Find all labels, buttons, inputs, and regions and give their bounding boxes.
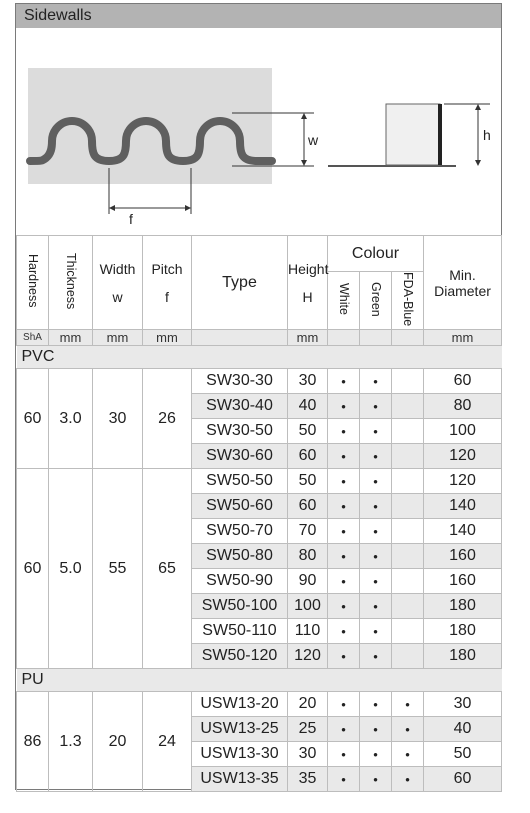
cell-pitch: 24 (143, 692, 192, 792)
table-body (17, 346, 502, 792)
cell-green: • (360, 519, 392, 544)
cell-h: 90 (288, 569, 328, 594)
cell-green: • (360, 419, 392, 444)
cell-thickness: 1.3 (49, 692, 93, 792)
group-name: PU (17, 669, 502, 692)
cell-blue (392, 594, 424, 619)
cell-dia: 180 (424, 644, 502, 669)
cell-dia: 180 (424, 594, 502, 619)
dimension-w-label: w (308, 132, 319, 148)
unit-cell: mm (49, 330, 93, 346)
cell-green: • (360, 569, 392, 594)
cell-dia: 80 (424, 394, 502, 419)
cell-hardness: 60 (17, 369, 49, 469)
unit-cell: mm (143, 330, 192, 346)
cell-type: SW50-100 (192, 594, 288, 619)
group-header-row (17, 346, 502, 369)
cell-white: • (328, 569, 360, 594)
cell-type: SW30-60 (192, 444, 288, 469)
cell-green: • (360, 544, 392, 569)
cell-white: • (328, 369, 360, 394)
cell-green: • (360, 469, 392, 494)
cell-type: USW13-35 (192, 767, 288, 792)
header-colour: Colour (328, 236, 424, 272)
cell-h: 40 (288, 394, 328, 419)
cell-green: • (360, 394, 392, 419)
panel-title: Sidewalls (24, 7, 92, 24)
cell-h: 110 (288, 619, 328, 644)
cell-h: 20 (288, 692, 328, 717)
units-row (17, 330, 502, 346)
cell-green: • (360, 594, 392, 619)
cell-h: 80 (288, 544, 328, 569)
cell-green: • (360, 444, 392, 469)
header-min-diameter: Min. Diameter (424, 236, 502, 330)
cell-type: SW30-40 (192, 394, 288, 419)
cell-white: • (328, 494, 360, 519)
cell-blue: • (392, 742, 424, 767)
cell-pitch: 65 (143, 469, 192, 669)
cell-h: 120 (288, 644, 328, 669)
cell-white: • (328, 619, 360, 644)
cell-dia: 50 (424, 742, 502, 767)
cell-type: SW50-90 (192, 569, 288, 594)
cell-white: • (328, 519, 360, 544)
cell-blue (392, 419, 424, 444)
cell-white: • (328, 544, 360, 569)
cell-blue (392, 494, 424, 519)
cell-type: SW30-30 (192, 369, 288, 394)
cell-dia: 120 (424, 444, 502, 469)
cell-type: SW50-110 (192, 619, 288, 644)
unit-cell: mm (288, 330, 328, 346)
cell-blue: • (392, 692, 424, 717)
cell-dia: 30 (424, 692, 502, 717)
cell-green: • (360, 742, 392, 767)
table-row (17, 469, 502, 494)
cell-type: SW50-120 (192, 644, 288, 669)
cell-dia: 180 (424, 619, 502, 644)
cell-blue (392, 619, 424, 644)
dimension-h-label: h (483, 127, 491, 143)
cell-dia: 60 (424, 369, 502, 394)
cell-type: USW13-25 (192, 717, 288, 742)
cell-green: • (360, 494, 392, 519)
cell-white: • (328, 394, 360, 419)
cell-green: • (360, 717, 392, 742)
cell-pitch: 26 (143, 369, 192, 469)
sidewalls-panel (15, 3, 502, 790)
cell-green: • (360, 692, 392, 717)
header-fda-blue: FDA-Blue (392, 272, 424, 330)
cell-h: 50 (288, 419, 328, 444)
group-name: PVC (17, 346, 502, 369)
cell-white: • (328, 469, 360, 494)
cell-type: USW13-20 (192, 692, 288, 717)
cell-h: 50 (288, 469, 328, 494)
cell-h: 25 (288, 717, 328, 742)
cell-thickness: 5.0 (49, 469, 93, 669)
cell-type: SW50-60 (192, 494, 288, 519)
cell-dia: 160 (424, 544, 502, 569)
cell-green: • (360, 369, 392, 394)
cell-type: SW50-80 (192, 544, 288, 569)
cell-dia: 60 (424, 767, 502, 792)
cell-white: • (328, 692, 360, 717)
cell-type: USW13-30 (192, 742, 288, 767)
cell-width: 20 (93, 692, 143, 792)
cell-blue (392, 444, 424, 469)
cell-h: 30 (288, 742, 328, 767)
cell-width: 30 (93, 369, 143, 469)
cell-green: • (360, 767, 392, 792)
cell-h: 35 (288, 767, 328, 792)
unit-cell: mm (93, 330, 143, 346)
cell-blue: • (392, 717, 424, 742)
cell-blue: • (392, 767, 424, 792)
cell-blue (392, 644, 424, 669)
cell-blue (392, 569, 424, 594)
header-width: Width w (93, 236, 143, 330)
cell-h: 100 (288, 594, 328, 619)
cell-dia: 140 (424, 519, 502, 544)
title-bar (16, 4, 501, 28)
cell-white: • (328, 742, 360, 767)
cell-blue (392, 394, 424, 419)
sidewall-spec-table (16, 235, 502, 792)
cell-type: SW50-50 (192, 469, 288, 494)
cell-white: • (328, 594, 360, 619)
cell-thickness: 3.0 (49, 369, 93, 469)
table-row (17, 369, 502, 394)
group-header-row (17, 669, 502, 692)
sidewall-section (386, 104, 440, 165)
cell-dia: 140 (424, 494, 502, 519)
cell-dia: 120 (424, 469, 502, 494)
cell-green: • (360, 644, 392, 669)
cell-white: • (328, 717, 360, 742)
cell-h: 60 (288, 494, 328, 519)
header-hardness: Hardness (17, 236, 49, 330)
cell-white: • (328, 644, 360, 669)
header-thickness: Thickness (49, 236, 93, 330)
header-type: Type (192, 236, 288, 330)
header-green: Green (360, 272, 392, 330)
unit-cell: ShA (17, 330, 49, 346)
cell-h: 70 (288, 519, 328, 544)
header-pitch: Pitch f (143, 236, 192, 330)
cell-hardness: 86 (17, 692, 49, 792)
cell-green: • (360, 619, 392, 644)
sidewall-diagram (16, 28, 501, 236)
cell-dia: 40 (424, 717, 502, 742)
cell-white: • (328, 767, 360, 792)
cell-white: • (328, 444, 360, 469)
dimension-f-label: f (129, 211, 133, 227)
cell-type: SW30-50 (192, 419, 288, 444)
cell-h: 60 (288, 444, 328, 469)
cell-hardness: 60 (17, 469, 49, 669)
cell-blue (392, 369, 424, 394)
unit-cell: mm (424, 330, 502, 346)
header-height: Height H (288, 236, 328, 330)
cell-h: 30 (288, 369, 328, 394)
cell-blue (392, 544, 424, 569)
cell-blue (392, 469, 424, 494)
header-white: White (328, 272, 360, 330)
cell-dia: 160 (424, 569, 502, 594)
table-row (17, 692, 502, 717)
cell-white: • (328, 419, 360, 444)
cell-blue (392, 519, 424, 544)
cell-type: SW50-70 (192, 519, 288, 544)
cell-dia: 100 (424, 419, 502, 444)
cell-width: 55 (93, 469, 143, 669)
